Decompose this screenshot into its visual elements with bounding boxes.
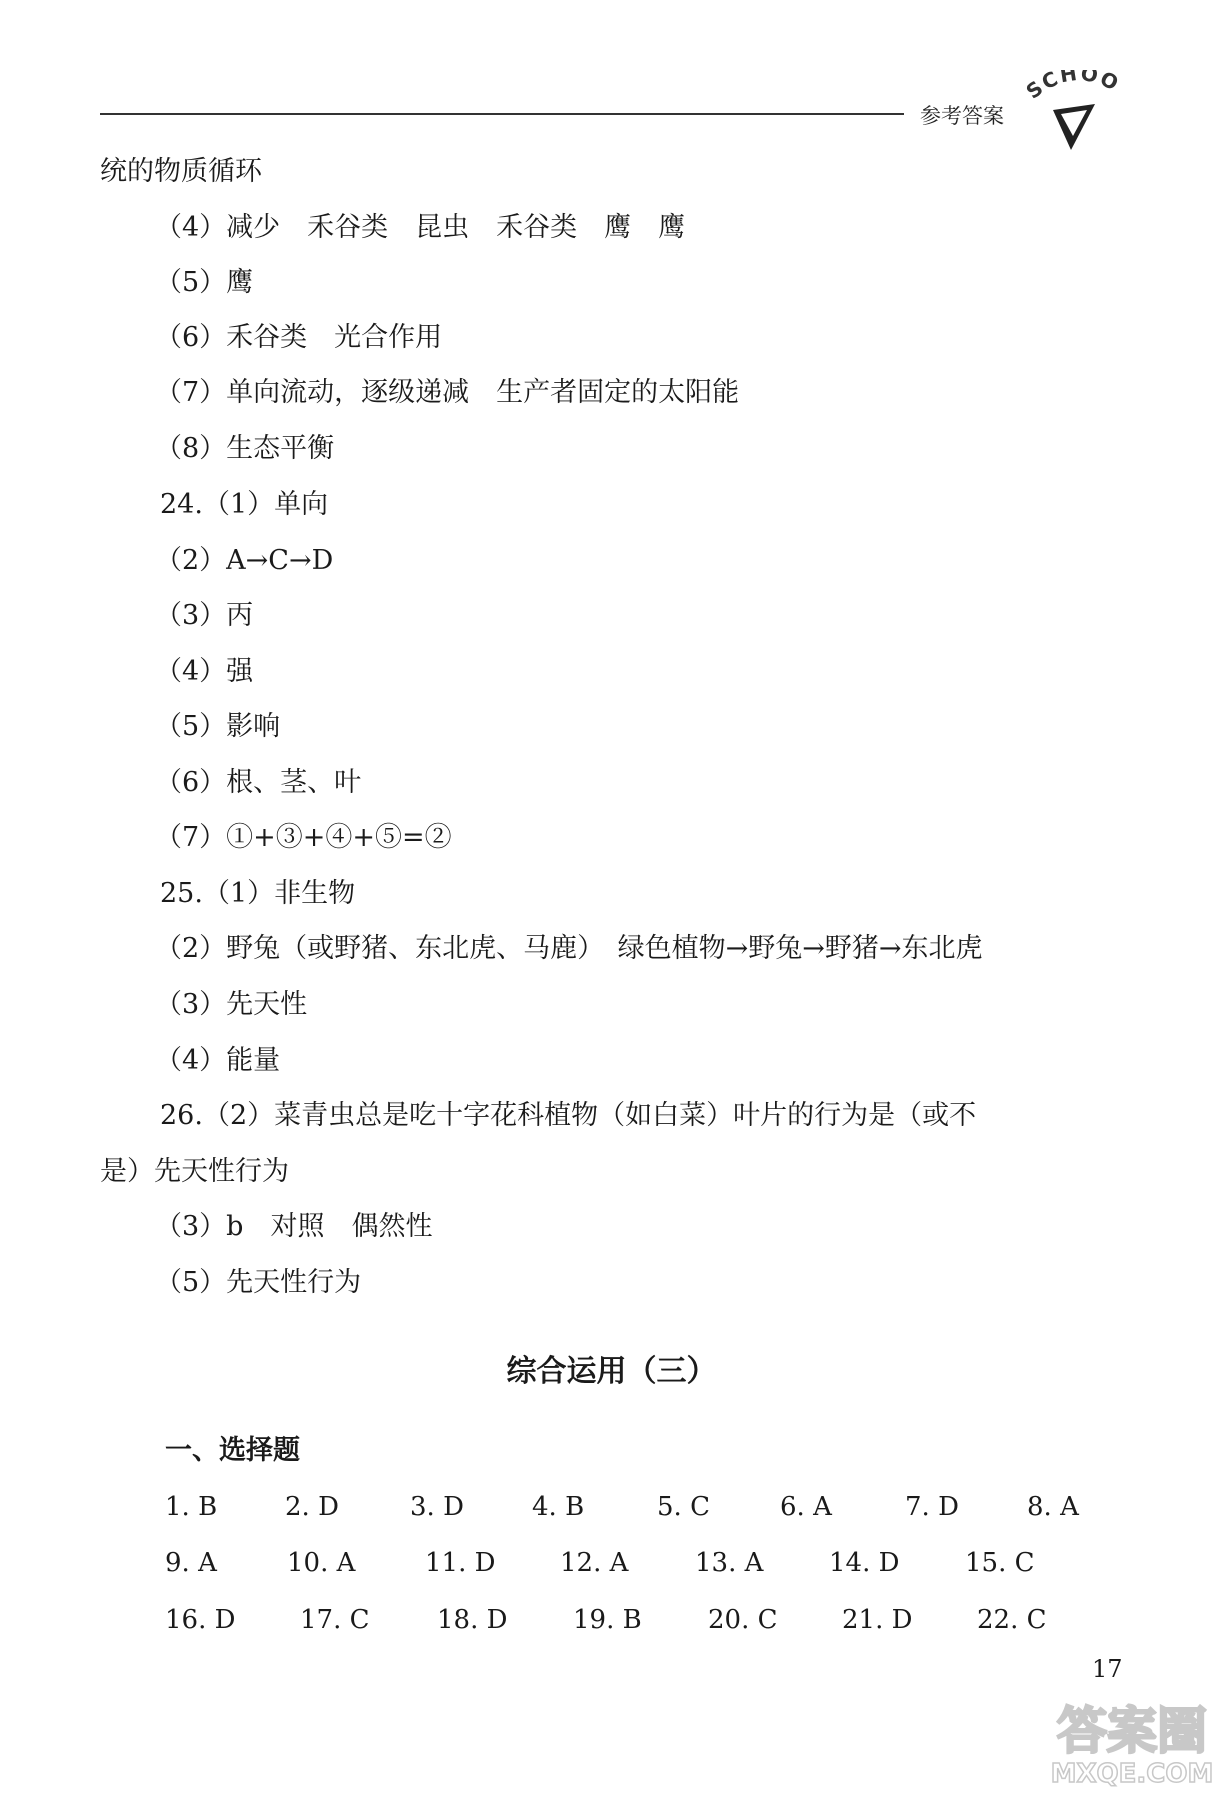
text-line: 是）先天性行为 (100, 1156, 289, 1187)
answer-item: 13. A (695, 1548, 764, 1578)
text-line: 24.（1）单向 (160, 489, 329, 520)
text-line: （5）影响 (155, 711, 281, 742)
text-line: 25.（1）非生物 (160, 878, 356, 909)
answer-item: 9. A (165, 1548, 217, 1578)
answer-item: 2. D (285, 1492, 339, 1522)
answer-item: 1. B (165, 1492, 218, 1522)
text-line: （7）单向流动，逐级递减 生产者固定的太阳能 (155, 377, 740, 408)
answer-item: 3. D (410, 1492, 464, 1522)
section-title: 综合运用（三） (506, 1354, 717, 1389)
answer-item: 16. D (165, 1605, 236, 1635)
page-number: 17 (1092, 1655, 1123, 1683)
text-line: （3）丙 (155, 600, 254, 631)
header-rule (100, 113, 904, 115)
text-line: （6）禾谷类 光合作用 (155, 322, 443, 353)
answer-item: 6. A (780, 1492, 832, 1522)
answer-item: 7. D (905, 1492, 959, 1522)
answer-row (165, 1602, 1105, 1638)
watermark-top-text: 答案圈 (1057, 1702, 1207, 1760)
answer-item: 15. C (965, 1548, 1035, 1578)
answer-item: 17. C (300, 1605, 370, 1635)
answer-item: 10. A (287, 1548, 356, 1578)
text-line: （8）生态平衡 (155, 433, 335, 464)
text-line: （3）先天性 (155, 989, 308, 1020)
text-line: 26.（2）菜青虫总是吃十字花科植物（如白菜）叶片的行为是（或不 (160, 1100, 977, 1131)
text-line: （6）根、茎、叶 (155, 767, 362, 798)
answer-item: 21. D (842, 1605, 913, 1635)
text-line: （3）b 对照 偶然性 (155, 1211, 433, 1242)
answer-item: 20. C (708, 1605, 778, 1635)
school-logo-text: SCHOO (1023, 70, 1123, 104)
answer-row (165, 1545, 1105, 1581)
answer-item: 8. A (1027, 1492, 1079, 1522)
watermark-logo (1050, 1690, 1215, 1790)
text-line: （2）A→C→D (155, 545, 334, 576)
school-logo (1023, 70, 1123, 154)
answer-row (165, 1489, 1105, 1525)
text-line: （2）野兔（或野猪、东北虎、马鹿） 绿色植物→野兔→野猪→东北虎 (155, 933, 983, 964)
subsection-title: 一、选择题 (165, 1435, 300, 1466)
text-line: （4）强 (155, 656, 254, 687)
text-line: 统的物质循环 (100, 156, 262, 187)
answer-item: 4. B (532, 1492, 585, 1522)
text-line: （7）①+③+④+⑤=② (155, 822, 452, 853)
svg-text:SCHOOL (1023, 70, 1123, 104)
text-line: （5）先天性行为 (155, 1267, 362, 1298)
answer-item: 5. C (657, 1492, 710, 1522)
text-line: （5）鹰 (155, 267, 254, 298)
answer-item: 19. B (573, 1605, 642, 1635)
text-line: （4）减少 禾谷类 昆虫 禾谷类 鹰 鹰 (155, 212, 686, 243)
text-line: （4）能量 (155, 1045, 281, 1076)
answer-item: 12. A (560, 1548, 629, 1578)
watermark-bottom-text: MXQE.COM (1050, 1759, 1214, 1789)
answer-item: 11. D (425, 1548, 496, 1578)
answer-item: 18. D (437, 1605, 508, 1635)
header-label: 参考答案 (920, 104, 1004, 128)
answer-item: 22. C (977, 1605, 1047, 1635)
answer-item: 14. D (829, 1548, 900, 1578)
